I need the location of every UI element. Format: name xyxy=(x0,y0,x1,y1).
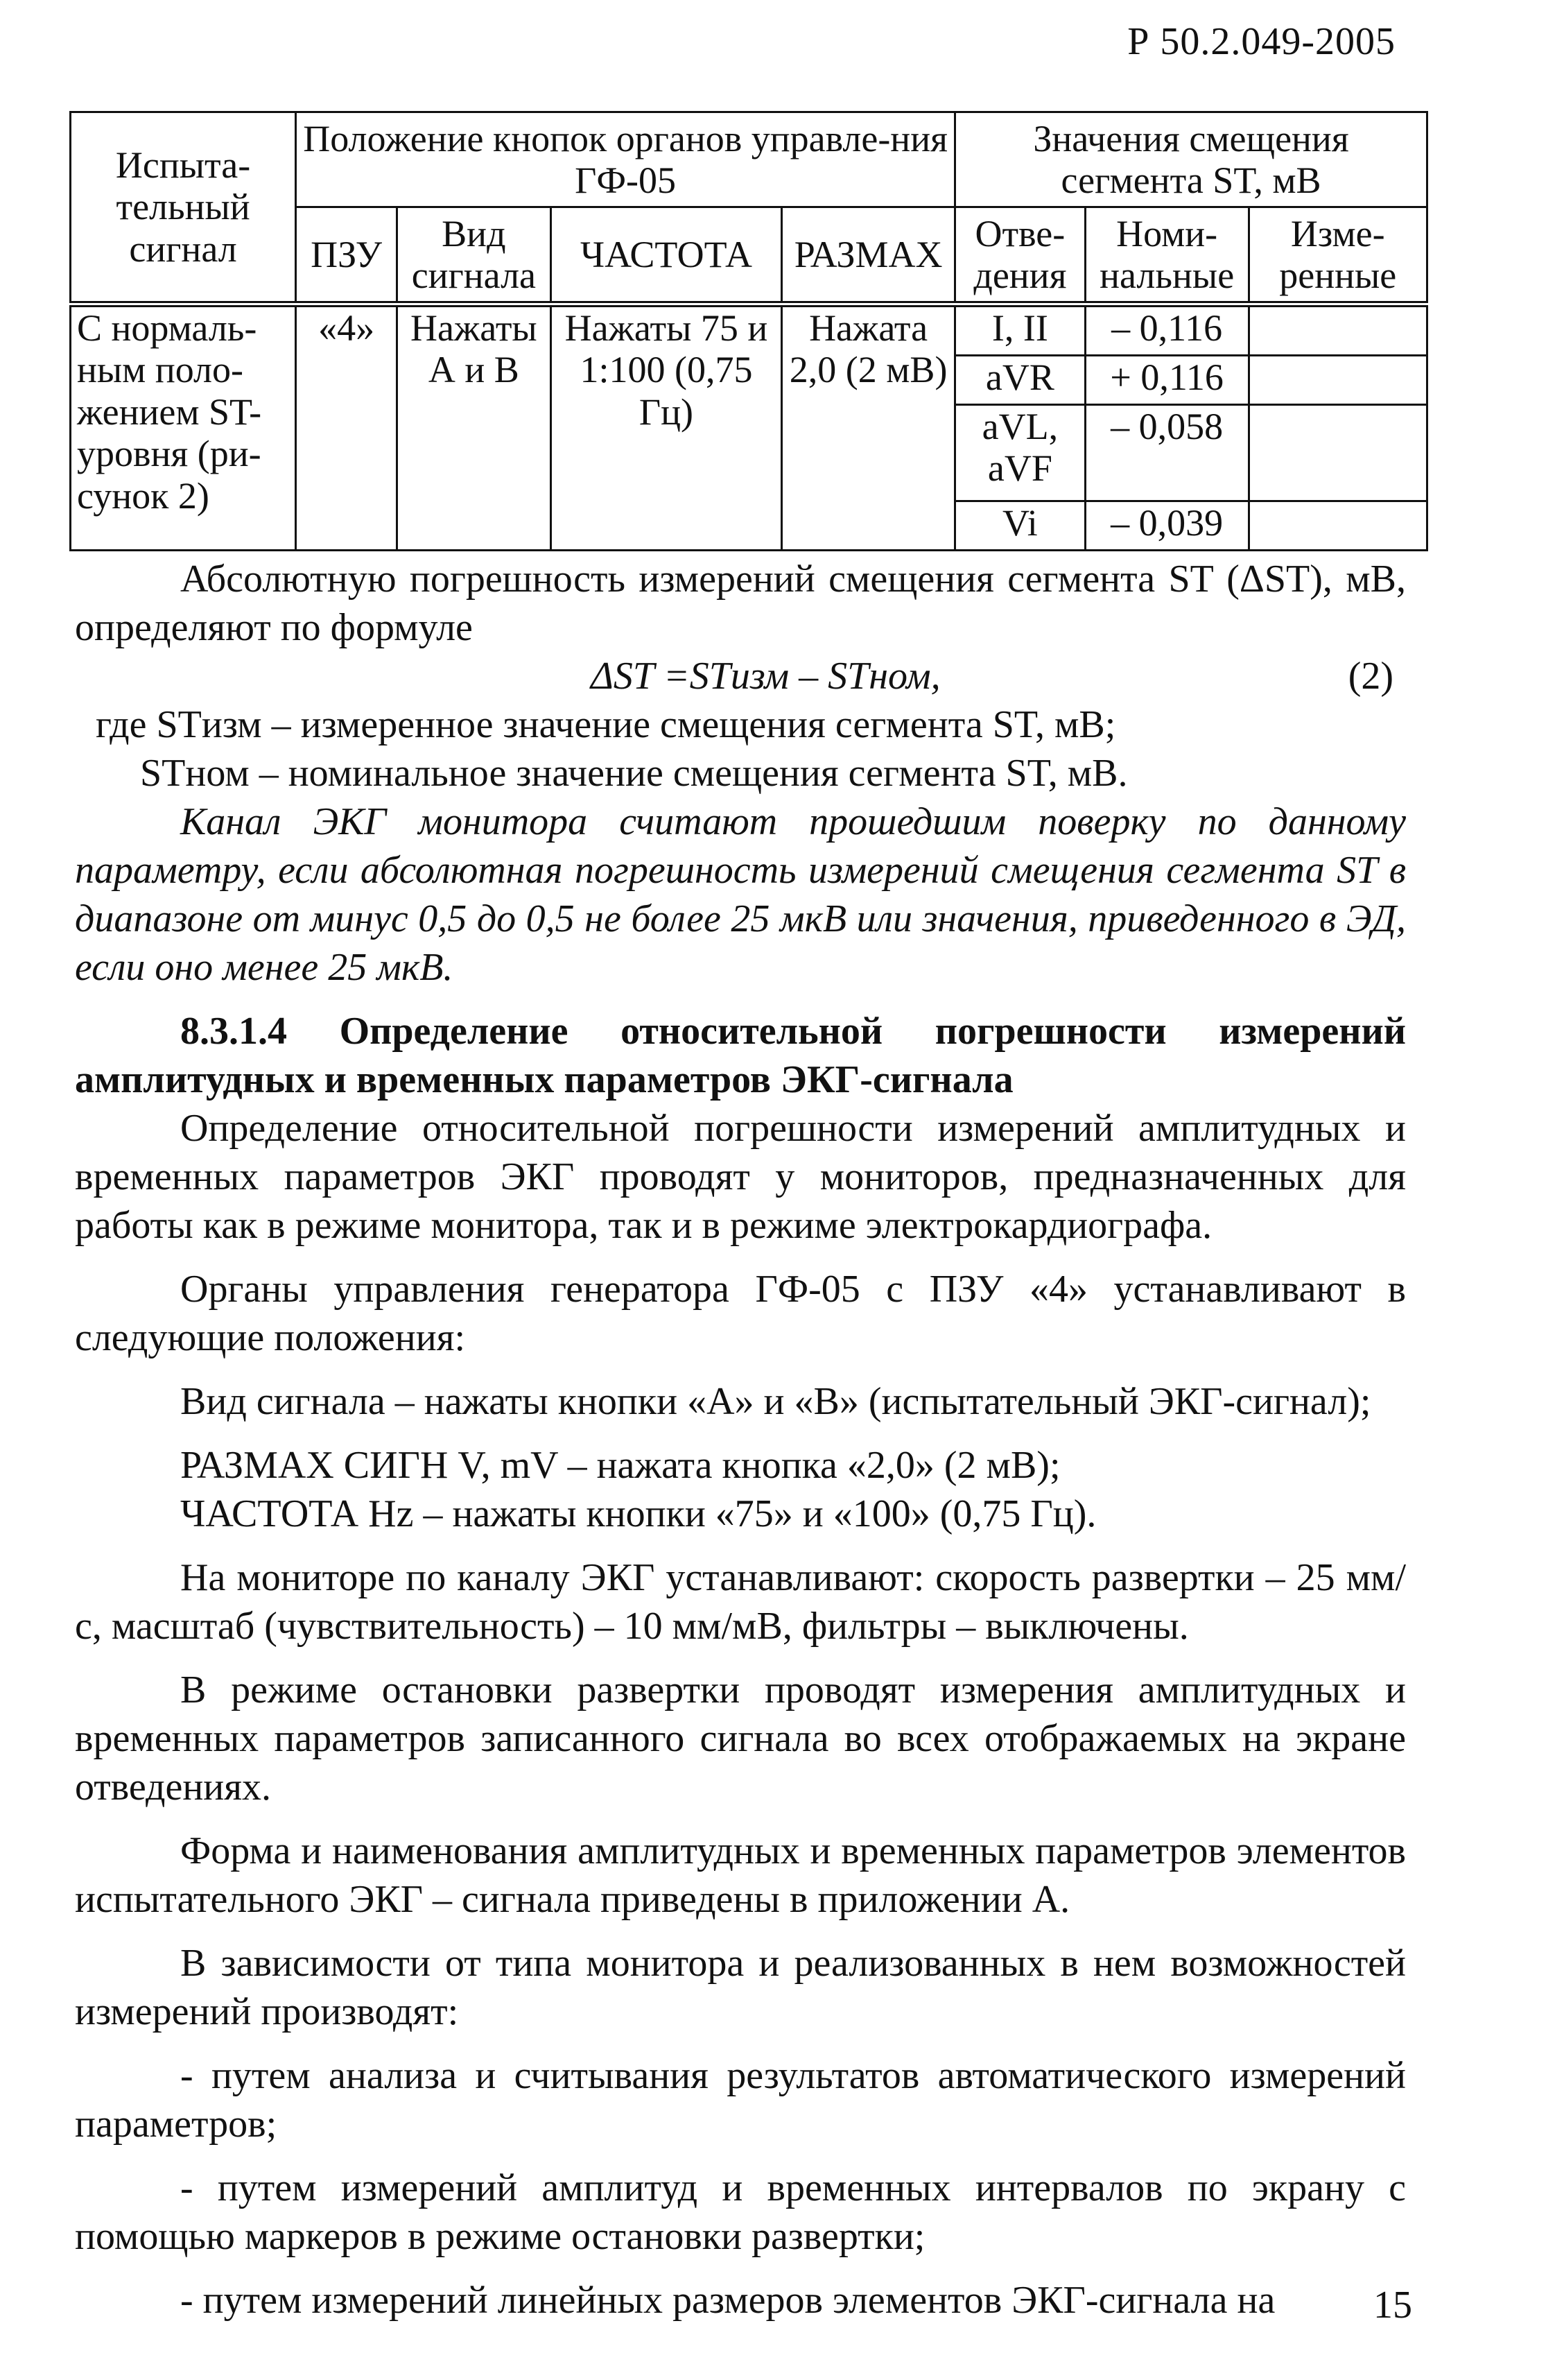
section-title: 8.3.1.4 Определение относительной погрешности измерений амплитудных и временных параметров ЭКГ-сигнала xyxy=(75,1010,1406,1101)
formula: ΔST =STизм – STном, xyxy=(591,655,941,698)
header-pzu: ПЗУ xyxy=(296,207,397,304)
paragraph: Определение относительной погрешности измерений амплитудных и временных параметров ЭКГ проводят у мониторов, предназначенных для работы как в режиме монитора, так и в режиме электрокардиографа. xyxy=(75,1107,1406,1247)
formula-explanation: где STизм – измеренное значение смещения сегмента ST, мВ; xyxy=(96,703,1116,746)
paragraph: РАЗМАХ СИГН V, mV – нажата кнопка «2,0» (2 мВ); xyxy=(180,1444,1061,1487)
paragraph: В режиме остановки развертки проводят измерения амплитудных и временных параметров записанного сигнала во всех отображаемых на экране отведениях. xyxy=(75,1668,1406,1809)
header-test-signal: Испыта-тельный сигнал xyxy=(71,112,296,304)
paragraph: В зависимости от типа монитора и реализованных в нем возможностей измерений производят: xyxy=(75,1942,1406,2033)
cell-nominal: – 0,058 xyxy=(1085,405,1249,501)
paragraph: На мониторе по каналу ЭКГ устанавливают: скорость развертки – 25 мм/с, масштаб (чувствительность) – 10 мм/мВ, фильтры – выключены. xyxy=(75,1556,1406,1648)
header-st-values: Значения смещения сегмента ST, мВ xyxy=(955,112,1427,207)
cell-measured xyxy=(1249,501,1427,551)
table-row xyxy=(71,304,1427,356)
document-code: Р 50.2.049-2005 xyxy=(1127,20,1396,63)
cell-nominal: – 0,039 xyxy=(1085,501,1249,551)
cell-lead: aVL, aVF xyxy=(955,405,1086,501)
header-signal-type: Вид сигнала xyxy=(397,207,550,304)
st-table xyxy=(69,111,1428,551)
cell-lead: aVR xyxy=(955,356,1086,405)
cell-lead: I, II xyxy=(955,304,1086,356)
header-measured: Изме-ренные xyxy=(1249,207,1427,304)
cell-range: Нажата 2,0 (2 мВ) xyxy=(782,304,955,551)
formula-number: (2) xyxy=(1348,655,1393,698)
formula-line xyxy=(75,652,1406,700)
header-nominal: Номи-нальные xyxy=(1085,207,1249,304)
cell-nominal: – 0,116 xyxy=(1085,304,1249,356)
italic-note: Канал ЭКГ монитора считают прошедшим поверку по данному параметру, если абсолютная погрешность измерений смещения сегмента ST в диапазоне от минус 0,5 до 0,5 не более 25 мкВ или значения, приведенного в ЭД, если оно менее 25 мкВ. xyxy=(75,800,1406,989)
header-frequency: ЧАСТОТА xyxy=(550,207,781,304)
cell-lead: Vi xyxy=(955,501,1086,551)
table-header-row xyxy=(71,112,1427,207)
cell-signal-type: Нажаты А и В xyxy=(397,304,550,551)
formula-explanation: STном – номинальное значение смещения сегмента ST, мВ. xyxy=(140,752,1128,795)
list-item: - путем анализа и считывания результатов автоматического измерений параметров; xyxy=(75,2054,1406,2146)
paragraph: Вид сигнала – нажаты кнопки «А» и «В» (испытательный ЭКГ-сигнал); xyxy=(180,1380,1371,1423)
cell-frequency: Нажаты 75 и 1:100 (0,75 Гц) xyxy=(550,304,781,551)
list-item: - путем измерений амплитуд и временных интервалов по экрану с помощью маркеров в режиме остановки развертки; xyxy=(75,2166,1406,2258)
paragraph: Форма и наименования амплитудных и временных параметров элементов испытательного ЭКГ – сигнала приведены в приложении А. xyxy=(75,1829,1406,1921)
paragraph: ЧАСТОТА Hz – нажаты кнопки «75» и «100» (0,75 Гц). xyxy=(180,1492,1097,1535)
paragraph: Органы управления генератора ГФ-05 с ПЗУ «4» устанавливают в следующие положения: xyxy=(75,1268,1406,1359)
cell-test-signal: С нормаль-ным поло-жением ST-уровня (ри-сунок 2) xyxy=(71,304,296,551)
cell-measured xyxy=(1249,405,1427,501)
paragraph: Абсолютную погрешность измерений смещения сегмента ST (ΔST), мВ, определяют по формуле xyxy=(75,558,1406,649)
header-lead: Отве-дения xyxy=(955,207,1086,304)
cell-pzu: «4» xyxy=(296,304,397,551)
body-text xyxy=(75,555,1406,2325)
page-number: 15 xyxy=(1373,2284,1412,2327)
list-item: - путем измерений линейных размеров элементов ЭКГ-сигнала на xyxy=(180,2279,1276,2322)
cell-nominal: + 0,116 xyxy=(1085,356,1249,405)
cell-measured xyxy=(1249,356,1427,405)
header-button-positions: Положение кнопок органов управле-ния ГФ-05 xyxy=(296,112,955,207)
header-range: РАЗМАХ xyxy=(782,207,955,304)
cell-measured xyxy=(1249,304,1427,356)
